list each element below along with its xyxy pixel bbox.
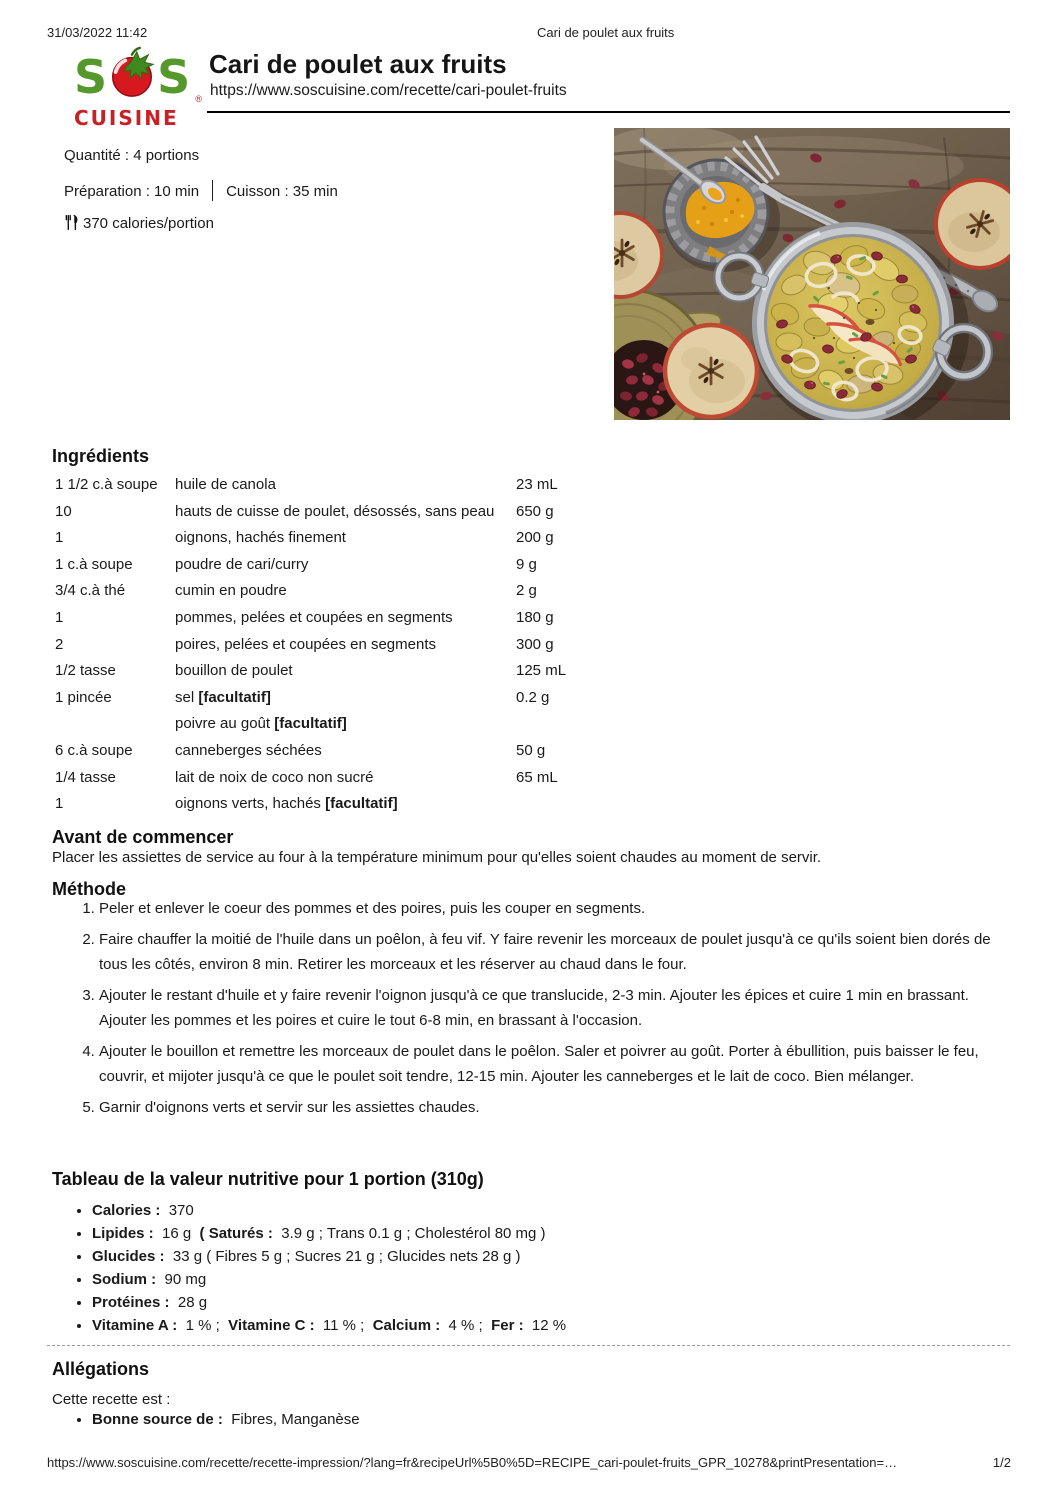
ingredient-qty: 1 c.à soupe	[55, 555, 133, 573]
claims-heading: Allégations	[52, 1359, 150, 1379]
method-step: 1. Peler et enlever le coeur des pommes et des poires, puis les couper en segments.	[99, 896, 992, 921]
print-footer	[0, 1455, 1058, 1470]
ingredient-qty: 1	[55, 529, 64, 547]
ingredient-weight: 9 g	[516, 555, 537, 573]
ingredient-name: hauts de cuisse de poulet, désossés, sans peau	[175, 502, 495, 520]
time-line	[64, 180, 338, 199]
recipe-url: https://www.soscuisine.com/recette/cari-poulet-fruits	[210, 82, 567, 99]
ingredient-weight: 300 g	[516, 635, 554, 653]
ingredient-weight: 50 g	[516, 741, 546, 759]
ingredient-qty: 1/2 tasse	[55, 662, 116, 680]
ingredient-name: canneberges séchées	[175, 741, 322, 759]
method-step: 3. Ajouter le restant d'huile et y faire revenir l'oignon jusqu'à ce que translucide, 2-3 min. Ajouter les épices et cuire 1 min en brassant. Ajouter les pommes et les poires et cuire le tout 6-8 min, en brassant à l'occasion.	[99, 983, 992, 1033]
dried-apple-top-right	[936, 180, 1010, 268]
recipe-photo	[614, 128, 1010, 420]
nutrition-item: • Glucides : 33 g ( Fibres 5 g ; Sucres 21 g ; Glucides nets 28 g )	[92, 1245, 992, 1268]
ingredient-weight: 65 mL	[516, 768, 558, 786]
soscuisine-logo	[74, 50, 202, 130]
ingredient-row	[55, 711, 1010, 738]
ingredient-row	[55, 578, 1010, 605]
dashed-separator	[47, 1345, 1010, 1346]
ingredient-qty	[55, 711, 175, 738]
ingredient-row	[55, 765, 1010, 792]
dried-apple-bottom	[665, 325, 757, 417]
ingredient-row	[55, 499, 1010, 526]
ingredient-qty: 6 c.à soupe	[55, 741, 133, 759]
ingredient-weight: 125 mL	[516, 662, 567, 680]
ingredient-qty: 3/4 c.à thé	[55, 582, 126, 600]
claim-item: • Bonne source de : Fibres, Manganèse	[92, 1408, 992, 1431]
ingredient-qty: 10	[55, 502, 72, 520]
ingredients-table	[55, 472, 1010, 818]
ingredient-name: poivre au goût [facultatif]	[175, 715, 347, 733]
ingredient-qty: 1 1/2 c.à soupe	[55, 476, 158, 493]
claims-intro: Cette recette est :	[52, 1391, 171, 1408]
ingredient-qty: 1	[55, 795, 64, 813]
nutrition-item: • Vitamine A : 1 % ; Vitamine C : 11 % ; Calcium : 4 % ; Fer : 12 %	[92, 1314, 992, 1337]
nutrition-list	[52, 1199, 992, 1337]
ingredient-weight	[516, 791, 1010, 818]
calories-text: 370 calories/portion	[83, 215, 214, 232]
ingredient-weight: 2 g	[516, 582, 537, 600]
prep-time: Préparation : 10 min	[64, 183, 200, 200]
logo-sos-row	[74, 50, 202, 104]
title-rule	[207, 111, 1010, 113]
recipe-info	[64, 146, 338, 248]
ingredient-weight: 23 mL	[516, 476, 558, 493]
ingredient-name: cumin en poudre	[175, 582, 287, 600]
ingredient-weight: 200 g	[516, 529, 554, 547]
ingredient-qty: 2	[55, 635, 64, 653]
print-datetime: 31/03/2022 11:42	[47, 25, 148, 40]
ingredient-weight: 180 g	[516, 608, 554, 626]
ingredient-name: poires, pelées et coupées en segments	[175, 635, 436, 653]
ingredient-weight: 650 g	[516, 502, 554, 520]
time-divider	[212, 180, 213, 201]
ingredients-heading: Ingrédients	[52, 446, 150, 466]
logo-letter-s2: S	[157, 50, 191, 104]
ingredient-row	[55, 525, 1010, 552]
nutrition-item: • Sodium : 90 mg	[92, 1268, 992, 1291]
cutlery-icon	[64, 215, 79, 230]
tomato-icon	[105, 51, 159, 104]
ingredient-name: poudre de cari/curry	[175, 555, 309, 573]
page-indicator: 1/2	[992, 1455, 1011, 1470]
before-text: Placer les assiettes de service au four à la température minimum pour qu'elles soient chaudes au moment de servir.	[52, 849, 822, 866]
footer-url: https://www.soscuisine.com/recette/recette-impression/?lang=fr&recipeUrl%5B0%5D=RECIPE_cari-poulet-fruits_GPR_10278&printPresentation=…	[47, 1455, 898, 1470]
calories-line	[64, 214, 338, 233]
ingredient-row	[55, 791, 1010, 818]
ingredient-row	[55, 738, 1010, 765]
ingredient-name: lait de noix de coco non sucré	[175, 768, 374, 786]
method-heading: Méthode	[52, 879, 126, 899]
ingredient-name: pommes, pelées et coupées en segments	[175, 608, 453, 626]
method-step: 2. Faire chauffer la moitié de l'huile dans un poêlon, à feu vif. Y faire revenir les morceaux de poulet jusqu'à ce qu'ils soient bien dorés de tous les côtés, environ 8 min. Retirer les morceaux et les réserver au chaud dans le four.	[99, 927, 992, 977]
cook-time: Cuisson : 35 min	[226, 183, 338, 200]
ingredient-weight	[516, 711, 1010, 738]
ingredient-name: sel [facultatif]	[175, 688, 271, 706]
quantity-line: Quantité : 4 portions	[64, 147, 200, 164]
nutrition-item: • Lipides : 16 g ( Saturés : 3.9 g ; Trans 0.1 g ; Cholestérol 80 mg )	[92, 1222, 992, 1245]
registered-mark: ®	[195, 94, 202, 104]
ingredient-row	[55, 658, 1010, 685]
logo-cuisine-text: CUISINE	[74, 106, 179, 130]
ingredient-qty: 1/4 tasse	[55, 768, 116, 786]
ingredient-row	[55, 472, 1010, 499]
nutrition-item: • Calories : 370	[92, 1199, 992, 1222]
logo-letter-s1: S	[74, 50, 108, 104]
ingredient-name: oignons verts, hachés [facultatif]	[175, 795, 398, 813]
ingredient-row	[55, 605, 1010, 632]
method-list	[52, 896, 992, 1126]
print-doc-title: Cari de poulet aux fruits	[537, 25, 675, 40]
ingredient-row	[55, 552, 1010, 579]
before-heading: Avant de commencer	[52, 827, 234, 847]
method-step: 4. Ajouter le bouillon et remettre les morceaux de poulet dans le poêlon. Saler et poivrer au goût. Porter à ébullition, puis baisser le feu, couvrir, et mijoter jusqu'à ce que le poulet soit tendre, 12-15 min. Ajouter les canneberges et le lait de coco. Bien mélanger.	[99, 1039, 992, 1089]
ingredient-weight: 0.2 g	[516, 688, 550, 706]
ingredient-qty: 1	[55, 608, 64, 626]
ingredient-row	[55, 632, 1010, 659]
nutrition-heading: Tableau de la valeur nutritive pour 1 portion (310g)	[52, 1169, 484, 1189]
claims-list	[52, 1408, 992, 1431]
nutrition-item: • Protéines : 28 g	[92, 1291, 992, 1314]
ingredient-name: huile de canola	[175, 476, 276, 493]
method-step: 5. Garnir d'oignons verts et servir sur les assiettes chaudes.	[99, 1095, 992, 1120]
page-title: Cari de poulet aux fruits	[209, 49, 507, 79]
ingredient-qty: 1 pincée	[55, 688, 112, 706]
ingredient-row	[55, 685, 1010, 712]
ingredient-name: bouillon de poulet	[175, 662, 293, 680]
ingredient-name: oignons, hachés finement	[175, 529, 346, 547]
